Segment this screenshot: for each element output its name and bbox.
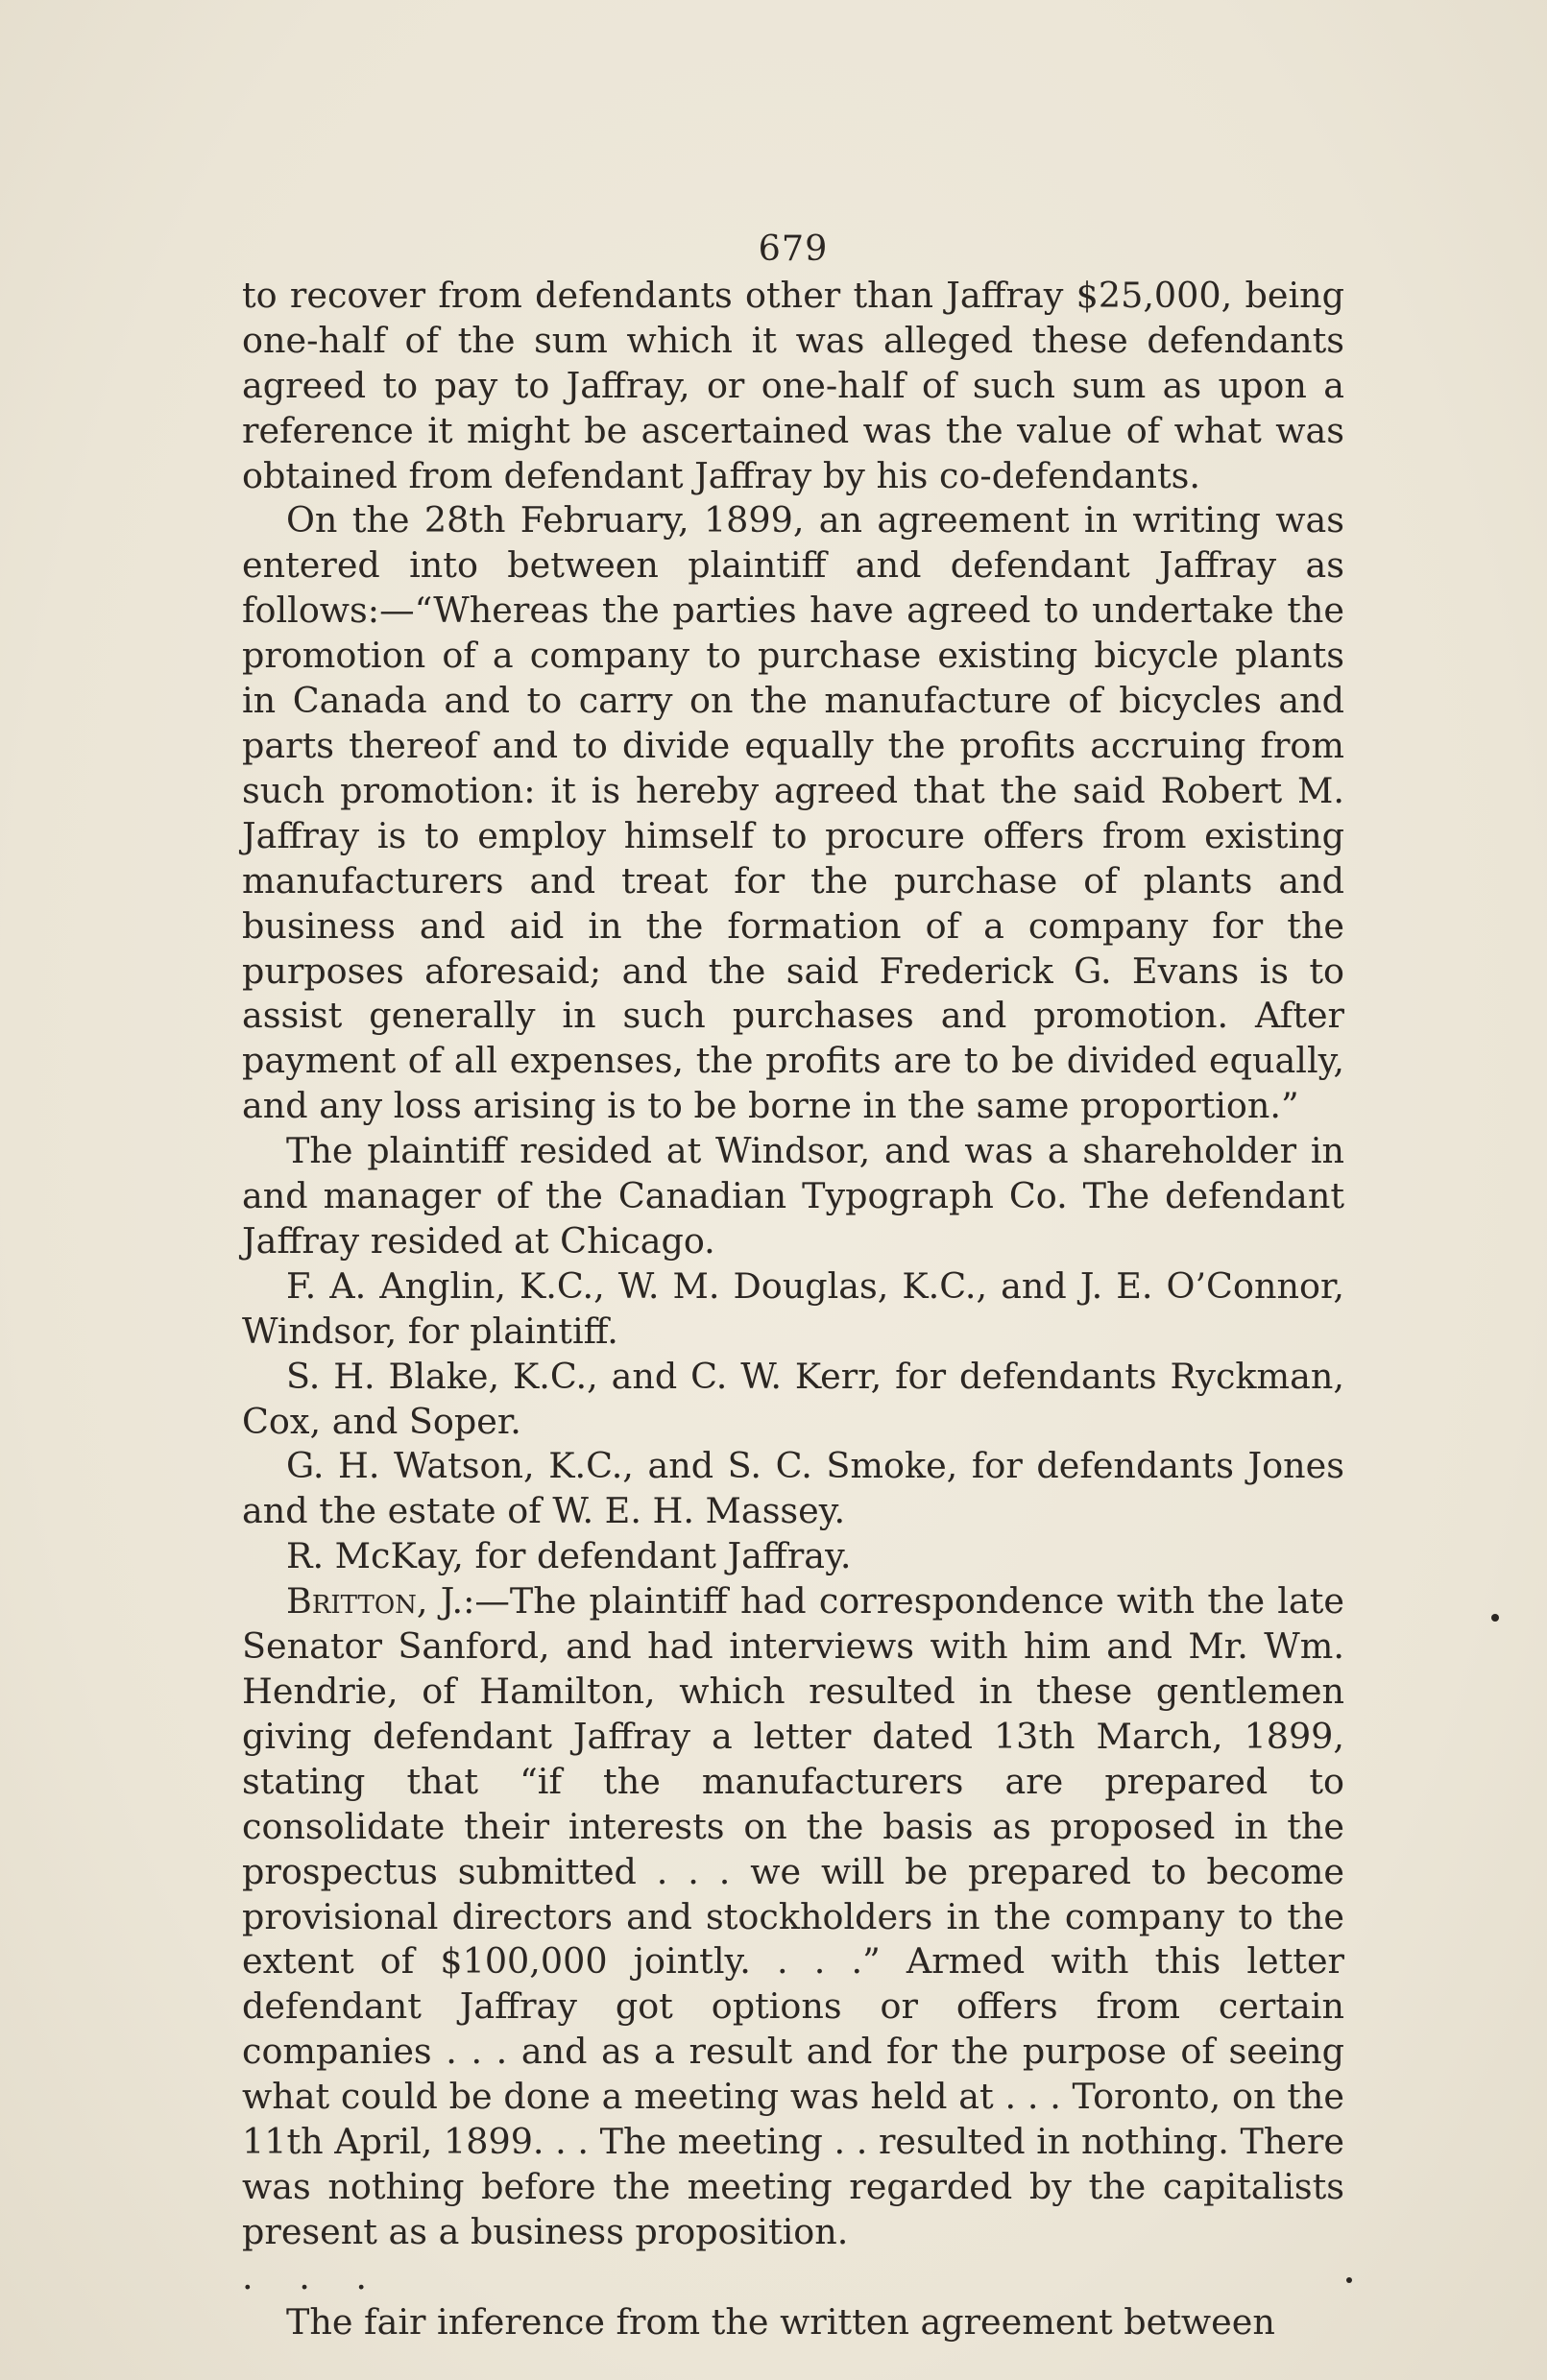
text-block — [242, 227, 1344, 2345]
counsel-jaffray: R. McKay, for defendant Jaffray. — [286, 1535, 852, 1577]
paragraph-agreement: On the 28th February, 1899, an agreement in writing was entered into between plaintiff and defendant Jaffray as follows:—“Whereas the parties have agreed to undertake the promotion of a company to purchase existing bicycle plants in Canada and to carry on the manufacture of bicycles and parts thereof and to divide equally the profits accruing from such promotion: it is hereby agreed that the said Robert M. Jaffray is to employ himself to procure offers from existing manufacturers and treat for the purchase of plants and business and aid in the formation of a company for the purposes aforesaid; and the said Frederick G. Evans is to assist generally in such purchases and promotion. After payment of all expenses, the profits are to be divided equally, and any loss arising is to be borne in the same proportion.” — [242, 499, 1344, 1127]
paragraph-britton — [242, 1579, 1344, 2255]
paragraph-plaintiff-residence: The plaintiff resided at Windsor, and was a shareholder in and manager of the Canadian Typograph Co. The defendant Jaffray resided at Chicago. — [242, 1130, 1344, 1262]
britton-text: :—The plaintiff had correspondence with the late Senator Sanford, and had interviews with him and Mr. Wm. Hendrie, of Hamilton, which resulted in these gentlemen giving defendant Jaffray a letter dated 13th March, 1899, stating that “if the manufacturers are prepared to consolidate their interests on the basis as proposed in the prospectus submitted . . . we will be prepared to become provisional directors and stockholders in the company to the extent of $100,000 jointly. . . .” Armed with this letter defendant Jaffray got options or offers from certain companies . . . and as a result and for the purpose of seeing what could be done a meeting was held at . . . Toronto, on the 11th April, 1899. . . The meeting . . resulted in nothing. There was nothing before the meeting regarded by the capitalists present as a business proposition. — [242, 1580, 1344, 2252]
page-number: 679 — [758, 228, 829, 269]
ink-speck — [1346, 2277, 1352, 2283]
counsel-ryckman: S. H. Blake, K.C., and C. W. Kerr, for defendants Ryckman, Cox, and Soper. — [242, 1355, 1344, 1442]
counsel-plaintiff: F. A. Anglin, K.C., W. M. Douglas, K.C., and J. E. O’Connor, Windsor, for plaintiff. — [242, 1264, 1344, 1352]
counsel-jones: G. H. Watson, K.C., and S. C. Smoke, for defendants Jones and the estate of W. E. H. Massey. — [242, 1445, 1344, 1532]
judge-name: Britton, J. — [286, 1580, 464, 1623]
ellipsis-line: . . . — [242, 2255, 385, 2297]
paragraph-final: The fair inference from the written agreement between — [286, 2300, 1275, 2343]
ink-speck — [1491, 1614, 1499, 1622]
paragraph-continuation: to recover from defendants other than Jaffray $25,000, being one-half of the sum which it was alleged these defendants agreed to pay to Jaffray, or one-half of such sum as upon a reference it might be ascertained was the value of what was obtained from defendant Jaffray by his co-defendants. — [242, 274, 1344, 496]
